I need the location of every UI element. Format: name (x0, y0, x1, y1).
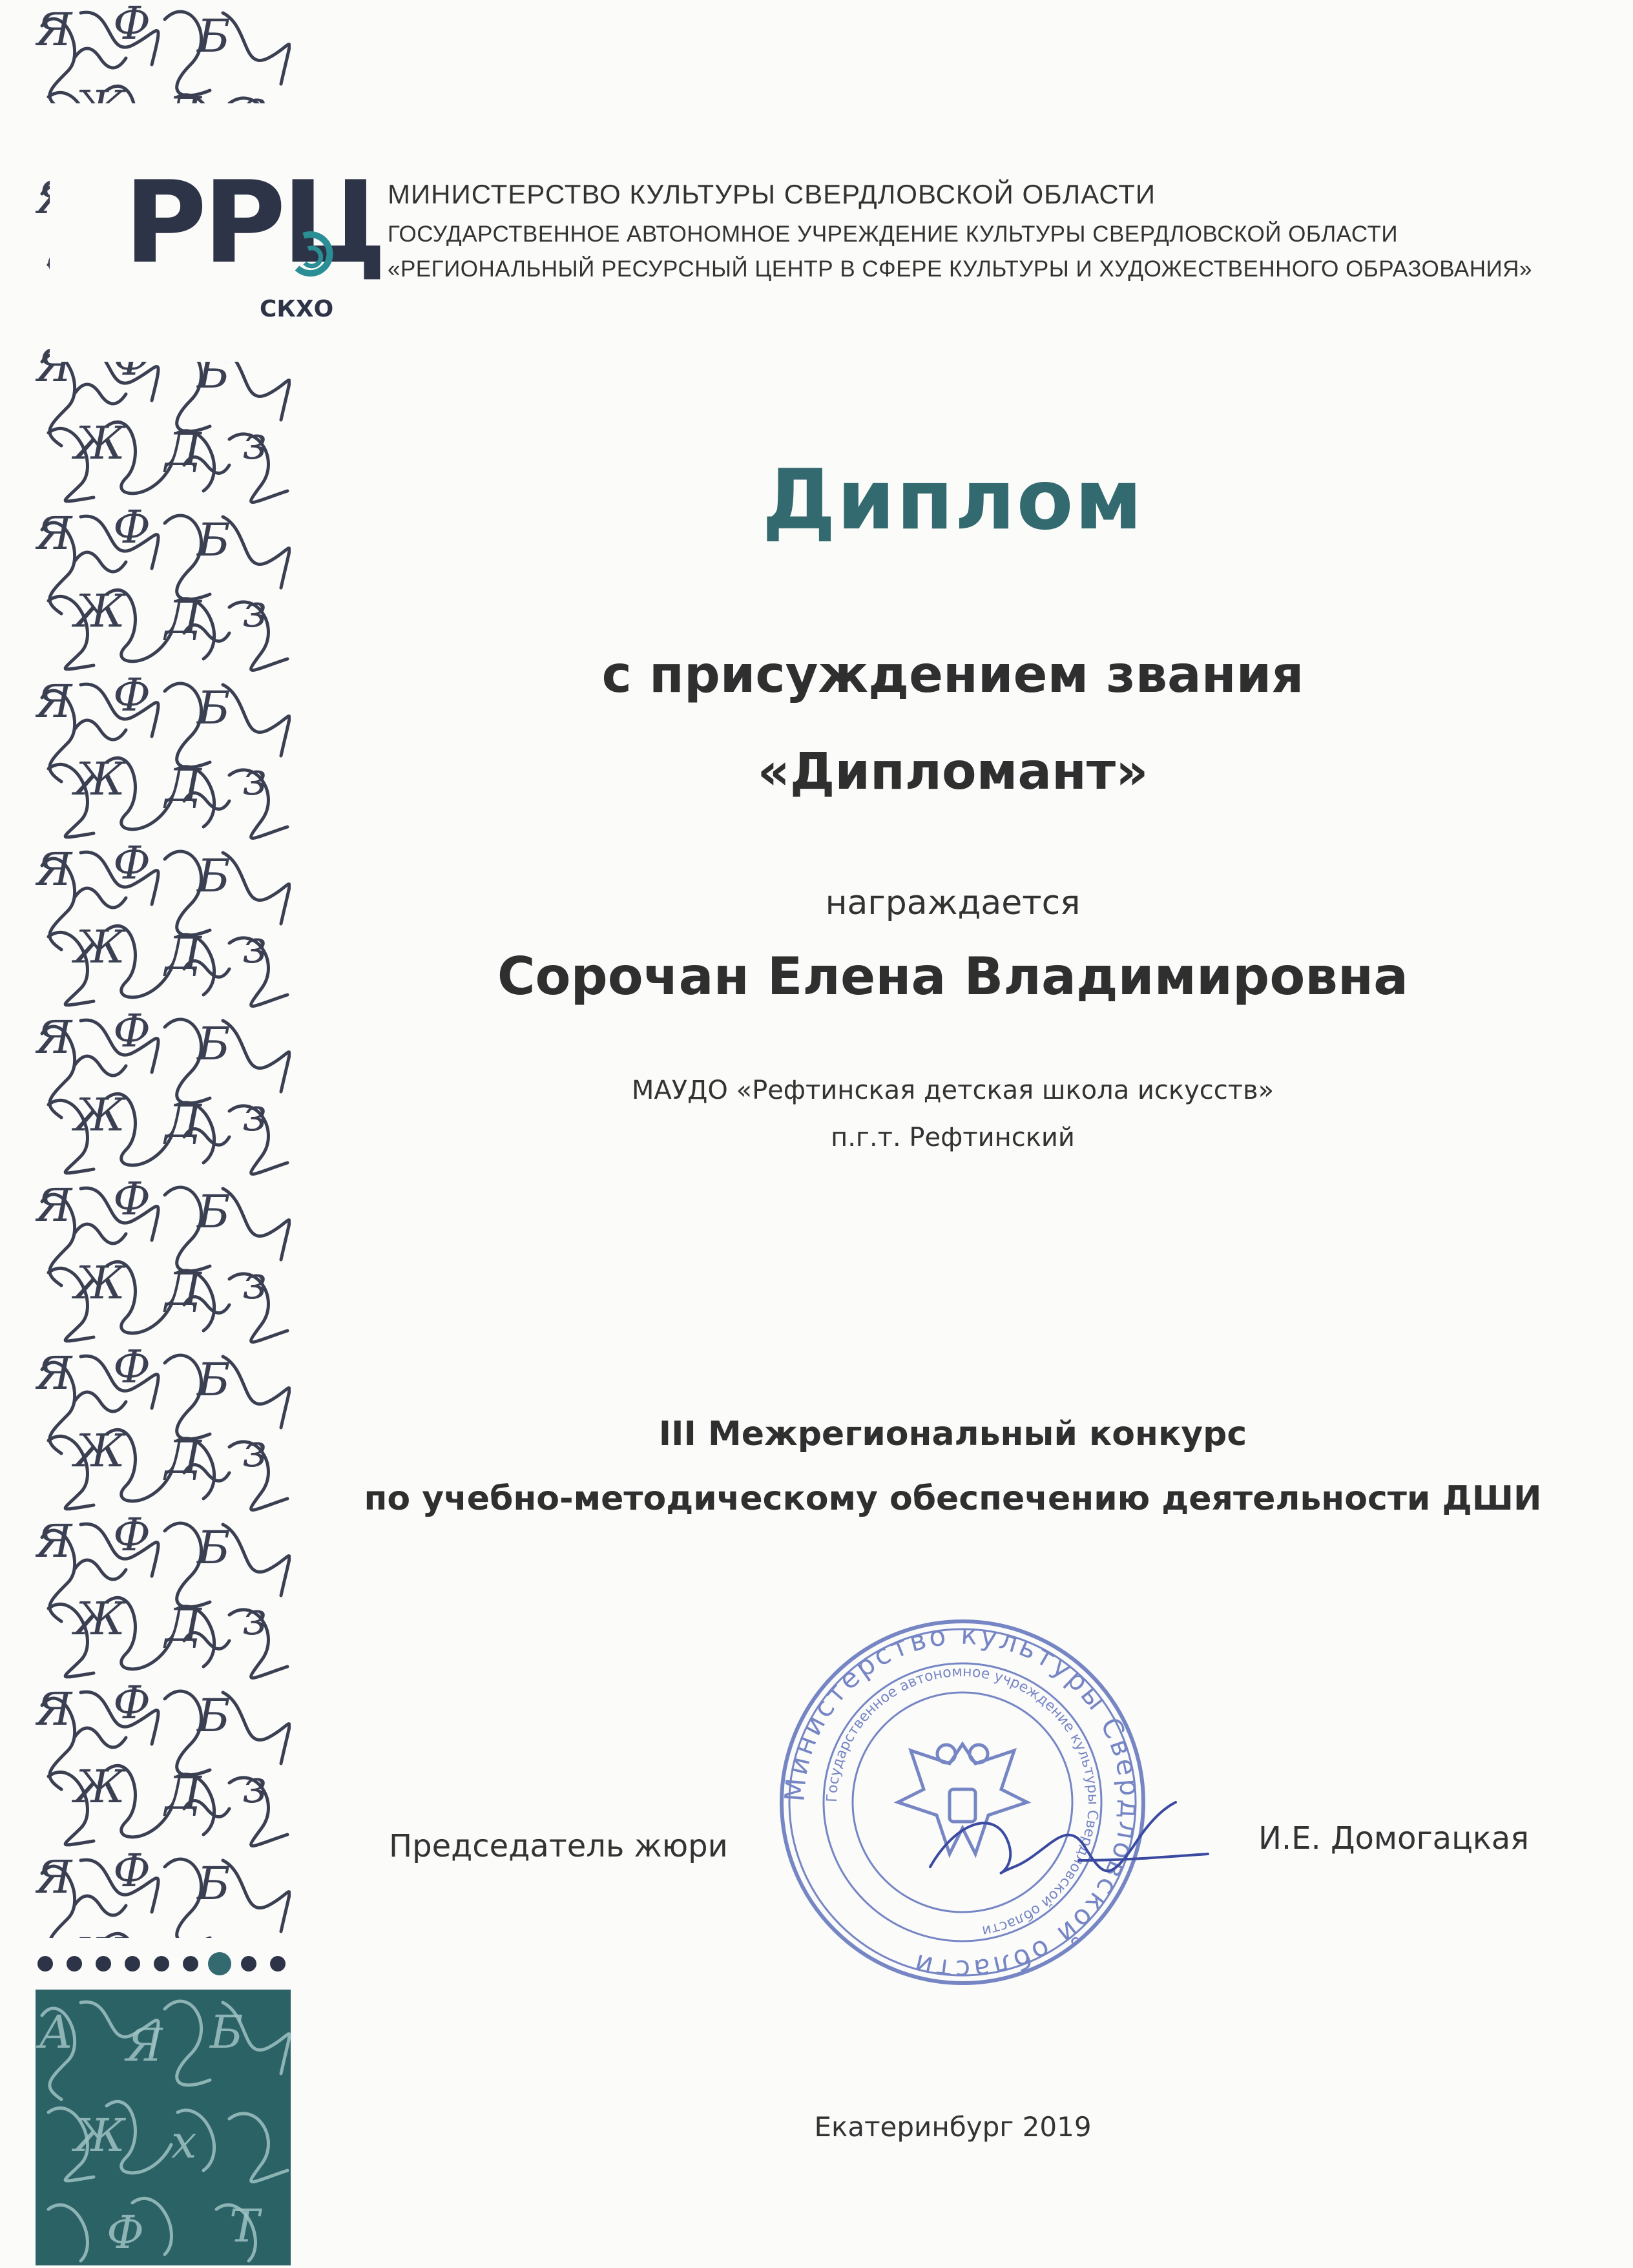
rrc-logo-icon (124, 158, 383, 329)
jury-signature (917, 1770, 1214, 1899)
recipient-settlement: п.г.т. Рефтинский (831, 1123, 1075, 1152)
svg-text:х: х (171, 2116, 197, 2169)
contest-name-line2: по учебно-методическому обеспечению деятельности ДШИ (364, 1479, 1542, 1518)
teal-pattern-block (36, 1990, 291, 2265)
jury-chair-label: Председатель жюри (389, 1828, 728, 1864)
svg-text:Б: Б (210, 2006, 244, 2059)
diploma-title: Диплом (762, 452, 1144, 548)
recipient-name: Сорочан Елена Владимировна (497, 946, 1409, 1006)
svg-text:Ж: Ж (74, 2109, 125, 2162)
ministry-name: МИНИСТЕРСТВО КУЛЬТУРЫ СВЕРДЛОВСКОЙ ОБЛАСТИ (388, 179, 1156, 209)
recipient-organization: МАУДО «Рефтинская детская школа искусств» (631, 1076, 1274, 1105)
svg-text:А: А (39, 2006, 74, 2059)
institution-name-line1: ГОСУДАРСТВЕННОЕ АВТОНОМНОЕ УЧРЕЖДЕНИЕ КУЛЬТУРЫ СВЕРДЛОВСКОЙ ОБЛАСТИ (388, 222, 1398, 247)
teal-calligraphy-pattern (36, 1990, 291, 2265)
diploma-subtitle-line2: «Дипломант» (757, 743, 1149, 801)
diploma-subtitle-line1: с присуждением звания (601, 646, 1304, 704)
svg-text:Т: Т (229, 2200, 260, 2252)
place-and-year: Екатеринбург 2019 (814, 2111, 1092, 2143)
seal-inner-text: Государственное автономное учреждение культуры Свердловской области (824, 1663, 1101, 1939)
dots-divider (39, 1938, 291, 1990)
logo-letters: РРЦ (124, 158, 383, 289)
svg-text:Я: Я (126, 2019, 163, 2072)
institution-header (388, 176, 1550, 287)
jury-chair-name: И.Е. Домогацкая (1258, 1820, 1530, 1857)
logo-sub: СКХО (260, 296, 334, 322)
seal-outer-text: Министерство культуры Свердловской области (778, 1618, 1147, 1986)
decorative-strip (36, 0, 291, 2265)
contest-name-line1: III Межрегиональный конкурс (658, 1415, 1247, 1453)
svg-text:Ф: Ф (107, 2206, 145, 2259)
awarded-text: награждается (825, 884, 1081, 922)
institution-name-line2: «РЕГИОНАЛЬНЫЙ РЕСУРСНЫЙ ЦЕНТР В СФЕРЕ КУЛЬТУРЫ И ХУДОЖЕСТВЕННОГО ОБРАЗОВАНИЯ» (388, 256, 1532, 282)
